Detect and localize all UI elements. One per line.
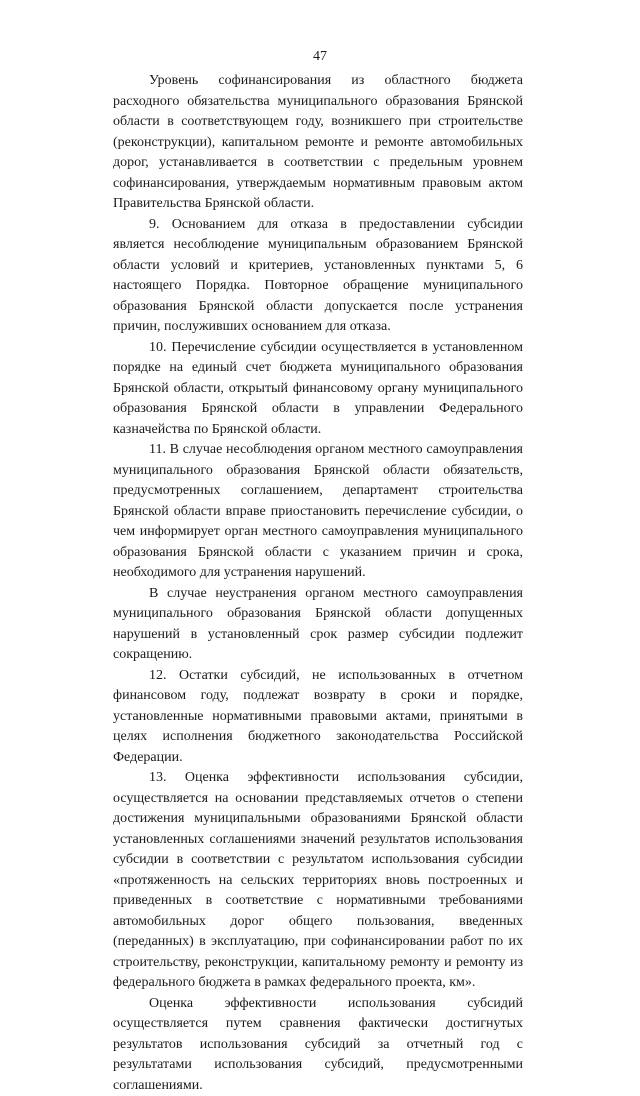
- paragraph-9-refusal-grounds: 9. Основанием для отказа в предоставлении субсидии является несоблюдение муниципальным образованием Брянской области условий и критериев, установленных пунктами 5, 6 настоящего Порядка. Повторное обращение муниципального образования Брянской области допускается после устранения причин, послуживших основанием для отказа.: [113, 215, 523, 338]
- page-number: 47: [0, 49, 640, 65]
- document-body: [113, 71, 523, 1096]
- paragraph-cofinancing-level: Уровень софинансирования из областного бюджета расходного обязательства муниципального образования Брянской области в соответствующем году, возникшего при строительстве (реконструкции), капитальном ремонте и ремонте автомобильных дорог, устанавливается в соответствии с предельным уровнем софинансирования, утверждаемым нормативным правовым актом Правительства Брянской области.: [113, 71, 523, 215]
- paragraph-11-suspension: 11. В случае несоблюдения органом местного самоуправления муниципального образования Брянской области обязательств, предусмотренных соглашением, департамент строительства Брянской области вправе приостановить перечисление субсидии, о чем информирует орган местного самоуправления муниципального образования Брянской области с указанием причин и срока, необходимого для устранения нарушений.: [113, 440, 523, 584]
- paragraph-10-transfer: 10. Перечисление субсидии осуществляется в установленном порядке на единый счет бюджета муниципального образования Брянской области, открытый финансовому органу муниципального образования Брянской области в управлении Федерального казначейства по Брянской области.: [113, 338, 523, 441]
- paragraph-reduction: В случае неустранения органом местного самоуправления муниципального образования Брянской области допущенных нарушений в установленный срок размер субсидии подлежит сокращению.: [113, 584, 523, 666]
- paragraph-13-efficiency: 13. Оценка эффективности использования субсидии, осуществляется на основании представляемых отчетов о степени достижения муниципальными образованиями Брянской области установленных соглашениями значений результатов использования субсидии в соответствии с результатом использования субсидии «протяженность на сельских территориях вновь построенных и приведенных в соответствие с нормативными требованиями автомобильных дорог общего пользования, введенных (переданных) в эксплуатацию, при софинансировании работ по их строительству, реконструкции, капитальному ремонту и ремонту из федерального бюджета в рамках федерального проекта, км».: [113, 768, 523, 994]
- paragraph-efficiency-assessment: Оценка эффективности использования субсидий осуществляется путем сравнения фактически достигнутых результатов использования субсидий за отчетный год с результатами использования субсидий, предусмотренными соглашениями.: [113, 994, 523, 1096]
- paragraph-12-balances: 12. Остатки субсидий, не использованных в отчетном финансовом году, подлежат возврату в сроки и порядке, установленные нормативными правовыми актами, принятыми в целях исполнения бюджетного законодательства Российской Федерации.: [113, 666, 523, 769]
